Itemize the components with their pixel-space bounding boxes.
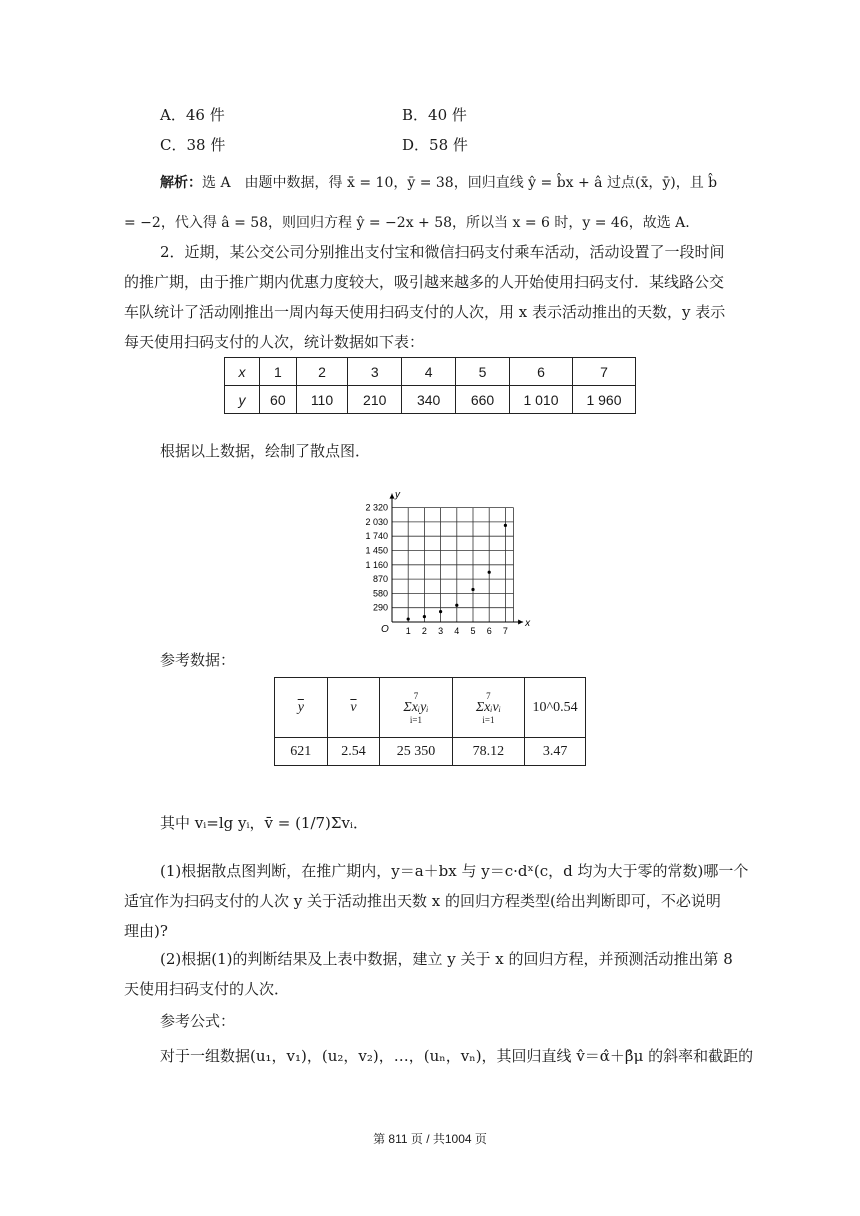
y-tick-label: 1 740 <box>365 531 388 542</box>
ref-value: 3.47 <box>525 738 586 766</box>
x-tick-label: 4 <box>454 626 460 636</box>
y-tick-label: 2 030 <box>365 516 388 527</box>
sum-lower-limit: i=1 <box>482 714 495 725</box>
ref-header-ybar: $\overline{y}$ <box>275 678 328 738</box>
data-point <box>423 615 426 618</box>
x-tick-label: 5 <box>470 626 476 636</box>
x-tick-label: 7 <box>502 626 508 636</box>
scatter-caption: 根据以上数据，绘制了散点图． <box>160 442 371 460</box>
table-cell: 60 <box>260 386 297 414</box>
x-tick-label: 3 <box>438 626 444 636</box>
solution-line-2: = −2，代入得 â = 58，则回归方程 ŷ = −2x + 58，所以当 x = 6 时，y = 46，故选 A. <box>124 215 690 231</box>
y-tick-label: 2 320 <box>365 502 388 513</box>
table-cell: 5 <box>456 358 510 386</box>
ref-value-row <box>275 738 586 766</box>
x-tick-label: 2 <box>421 626 427 636</box>
ref-value: 2.54 <box>327 738 380 766</box>
option-c: C．38 件 <box>160 136 226 154</box>
sum-upper-limit: 7 <box>413 690 419 701</box>
sum-xy-label: Σxᵢyᵢ <box>403 699 429 715</box>
y-tick-label: 1 450 <box>365 545 388 556</box>
where-text: 其中 vᵢ=lg yᵢ，v̄ = (1/7)Σvᵢ． <box>160 814 369 832</box>
question1-line-2: 适宜作为扫码支付的人次 y 关于活动推出天数 x 的回归方程类型(给出判断即可，不必说明 <box>124 892 721 910</box>
ref-data-table <box>274 677 586 766</box>
origin-label: O <box>381 624 389 635</box>
table-cell: 1 <box>260 358 297 386</box>
y-tick-label: 290 <box>372 602 388 613</box>
problem2-line-4: 每天使用扫码支付的人次，统计数据如下表： <box>124 333 425 351</box>
ref-value: 25 350 <box>380 738 452 766</box>
question2-line-2: 天使用扫码支付的人次． <box>124 980 290 998</box>
table-cell: 1 010 <box>510 386 573 414</box>
sum-xv-label: Σxᵢvᵢ <box>475 699 501 715</box>
y-axis-label: y <box>395 489 400 501</box>
formula-label: 参考公式： <box>160 1012 236 1030</box>
scatter-chart <box>340 462 540 642</box>
ref-header-power: 10^0.54 <box>525 678 586 738</box>
data-point <box>471 588 474 591</box>
data-table <box>224 357 636 414</box>
solution-text-1: 选 A 由题中数据，得 x̄ = 10，ȳ = 38，回归直线 ŷ = b̂x + â 过点(x̄，ȳ)，且 b̂ <box>202 175 718 191</box>
table-cell: 210 <box>348 386 402 414</box>
ref-header-vbar: $\overline{v}$ <box>327 678 380 738</box>
table-header-y: y <box>225 386 260 414</box>
formula-line: 对于一组数据(u₁，v₁)，(u₂，v₂)，…，(uₙ，vₙ)，其回归直线 v̂＝α̂＋β̂μ 的斜率和截距的 <box>160 1047 754 1065</box>
y-axis-arrow <box>390 494 395 499</box>
page-footer: 第 811 页 / 共1004 页 <box>373 1132 487 1146</box>
data-point <box>439 610 442 613</box>
data-point <box>407 617 410 620</box>
data-point <box>504 524 507 527</box>
question1-line-1: (1)根据散点图判断，在推广期内，y＝a＋bx 与 y＝c·dˣ(c，d 均为大于零的常数)哪一个 <box>160 862 749 880</box>
table-cell: 6 <box>510 358 573 386</box>
solution-label: 解析： <box>160 175 202 191</box>
y-tick-label: 870 <box>372 574 388 585</box>
problem2-line-2: 的推广期，由于推广期内优惠力度较大，吸引越来越多的人开始使用扫码支付．某线路公交 <box>124 273 725 291</box>
ref-header-sum-xy <box>380 678 452 738</box>
x-tick-label: 6 <box>486 626 492 636</box>
table-cell: 660 <box>456 386 510 414</box>
solution-line-1 <box>160 172 717 192</box>
option-a: A．46 件 <box>160 106 225 124</box>
data-point <box>455 604 458 607</box>
problem2-line-3: 车队统计了活动刚推出一周内每天使用扫码支付的人次，用 x 表示活动推出的天数，y 表示 <box>124 303 726 321</box>
table-cell: 2 <box>296 358 348 386</box>
sum-lower-limit: i=1 <box>409 714 422 725</box>
table-cell: 4 <box>402 358 456 386</box>
table-cell: 110 <box>296 386 348 414</box>
table-cell: 1 960 <box>573 386 636 414</box>
ref-header-sum-xv <box>452 678 524 738</box>
y-tick-label: 1 160 <box>365 559 388 570</box>
ref-header-row <box>275 678 586 738</box>
sum-upper-limit: 7 <box>486 690 491 701</box>
option-b: B．40 件 <box>402 106 467 124</box>
table-cell: 7 <box>573 358 636 386</box>
ref-data-caption: 参考数据： <box>160 651 236 669</box>
question1-line-3: 理由)? <box>124 922 168 940</box>
option-d: D．58 件 <box>402 136 468 154</box>
data-point <box>488 571 491 574</box>
ref-value: 78.12 <box>452 738 524 766</box>
table-row-y <box>225 386 636 414</box>
ref-value: 621 <box>275 738 328 766</box>
table-cell: 340 <box>402 386 456 414</box>
question2-line-1: (2)根据(1)的判断结果及上表中数据，建立 y 关于 x 的回归方程，并预测活动推出第 8 <box>160 950 733 968</box>
y-tick-label: 580 <box>372 588 388 599</box>
table-row-x <box>225 358 636 386</box>
x-tick-label: 1 <box>405 626 411 636</box>
x-axis-arrow <box>518 620 523 625</box>
problem2-line-1: 2．近期，某公交公司分别推出支付宝和微信扫码支付乘车活动，活动设置了一段时间 <box>160 243 725 261</box>
table-header-x: x <box>225 358 260 386</box>
x-axis-label: x <box>525 618 531 629</box>
table-cell: 3 <box>348 358 402 386</box>
